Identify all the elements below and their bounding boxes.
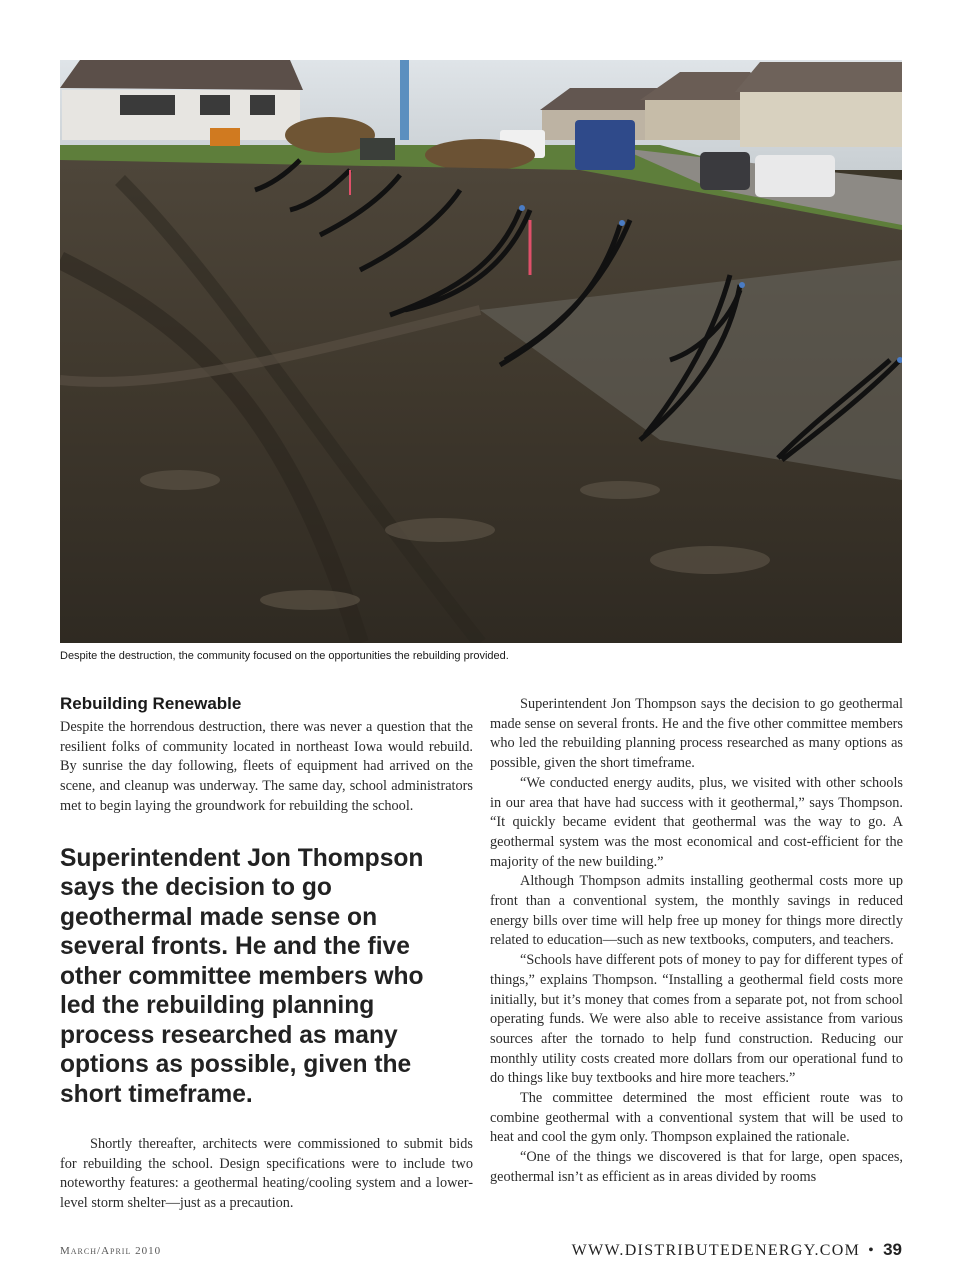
footer-folio bbox=[572, 1240, 902, 1260]
body-paragraph: “One of the things we discovered is that for large, open spaces, geothermal isn’t as efficient as in areas divided by rooms bbox=[490, 1149, 903, 1185]
body-paragraph: Although Thompson admits installing geothermal costs more up front than a conventional system, the monthly savings in reduced energy bills over time will help free up money for things more directly related to education—such as new textbooks, computers, and teachers. bbox=[490, 873, 903, 949]
body-paragraph: The committee determined the most efficient route was to combine geothermal with a conventional system that will be used to heat and cool the gym only. Thompson explained the rationale. bbox=[490, 1090, 903, 1146]
body-paragraph: Despite the horrendous destruction, there was never a question that the resilient folks of community located in northeast Iowa would rebuild. By sunrise the day following, fleets of equipment had arrived on the scene, and cleanup was underway. The same day, school administrators met to begin laying the groundwork for rebuilding the school. bbox=[60, 719, 473, 814]
bullet-separator: • bbox=[868, 1242, 876, 1259]
body-paragraph: Superintendent Jon Thompson says the decision to go geothermal made sense on several fronts. He and the five other committee members who led the rebuilding planning process researched as many options as possible, given the short timeframe. bbox=[490, 696, 903, 772]
page-number: 39 bbox=[883, 1240, 902, 1259]
construction-site-photo bbox=[60, 60, 902, 643]
right-column bbox=[490, 695, 903, 1188]
body-paragraph: “Schools have different pots of money to pay for different types of things,” explains Thompson. “Installing a geothermal field costs more initially, but it’s money that comes from a separate pot, not from school operating funds. We were also able to receive assistance from various sources after the tornado to help fund construction. Reducing our monthly utility costs created more dollars from our operational fund to do things like buy textbooks and hire more teachers.” bbox=[490, 952, 903, 1087]
body-paragraph: “We conducted energy audits, plus, we visited with other schools in our area that have had success with it geothermal,” says Thompson. “It quickly became evident that geothermal was the way to go. A geothermal system was the most economical and cost-efficient for the majority of the new building.” bbox=[490, 774, 903, 870]
body-paragraph: Shortly thereafter, architects were commissioned to submit bids for rebuilding the school. Design specifications were to include two noteworthy features: a geothermal heating/cooling system and a lower-level storm shelter—just as a precaution. bbox=[60, 1136, 473, 1212]
pull-quote: Superintendent Jon Thompson says the decision to go geothermal made sense on several fronts. He and the five other committee members who led the rebuilding planning process researched as many options as possible, given the short timeframe. bbox=[60, 844, 424, 1108]
issue-date: March/April 2010 bbox=[60, 1245, 162, 1257]
left-column bbox=[60, 694, 473, 1214]
photo-caption: Despite the destruction, the community focused on the opportunities the rebuilding provided. bbox=[60, 650, 509, 662]
section-heading: Rebuilding Renewable bbox=[60, 694, 242, 713]
website-link[interactable]: WWW.DISTRIBUTEDENERGY.COM bbox=[571, 1242, 861, 1259]
